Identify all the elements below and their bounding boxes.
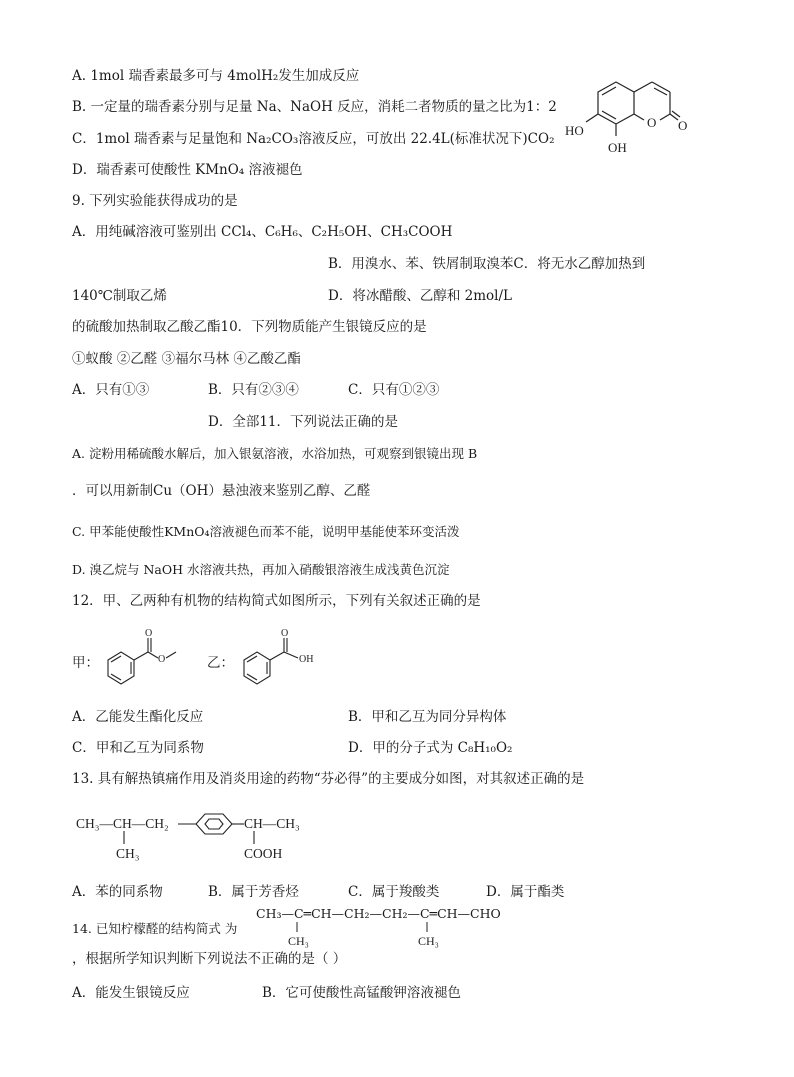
ester-o: O — [158, 654, 166, 665]
ho-label: HO — [565, 123, 584, 138]
ibuprofen-chain-left: CH₃—CH—CH₂ — [76, 816, 169, 831]
carbonyl-o-label: O — [678, 118, 688, 133]
citral-methyl-2: CH₃ — [418, 934, 439, 948]
q10-option-a: A．只有①③ — [72, 382, 150, 398]
q13-option-c: C．属于羧酸类 — [348, 884, 440, 900]
citral-formula: CH₃—C═CH—CH₂—CH₂—C═CH—CHO — [256, 906, 501, 921]
q12-option-a: A．乙能发生酯化反应 — [72, 709, 204, 725]
q13-option-d: D．属于酯类 — [486, 884, 565, 900]
q12-stem: 12．甲、乙两种有机物的结构简式如图所示，下列有关叙述正确的是 — [72, 593, 481, 609]
q14-option-b: B．它可使酸性高锰酸钾溶液褪色 — [262, 985, 461, 1001]
q13-option-b: B．属于芳香烃 — [208, 884, 299, 900]
q13-stem: 13. 具有解热镇痛作用及消炎用途的药物“芬必得”的主要成分如图，对其叙述正确的是 — [72, 771, 585, 787]
q9-option-bc: B．用溴水、苯、铁屑制取溴苯C．将无水乙醇加热到 — [328, 256, 646, 272]
citral-methyl-1: CH₃ — [288, 934, 309, 948]
q9-option-d-cont: 的硫酸加热制取乙酸乙酯10．下列物质能产生银镜反应的是 — [72, 319, 427, 335]
q12-option-d: D．甲的分子式为 C₈H₁₀O₂ — [348, 740, 513, 756]
q10-option-c: C．只有①②③ — [348, 382, 440, 398]
q8-option-d: D．瑞香素可使酸性 KMnO₄ 溶液褪色 — [72, 162, 303, 178]
q8-option-b: B. 一定量的瑞香素分别与足量 Na、NaOH 反应，消耗二者物质的量之比为1：2 — [72, 99, 557, 115]
q13-option-a: A．苯的同系物 — [72, 884, 163, 900]
q11-option-a: A. 淀粉用稀硫酸水解后，加入银氨溶液，水浴加热，可观察到银镜出现 B — [72, 446, 478, 461]
acid-oh: OH — [299, 654, 314, 665]
ibuprofen-structure — [72, 800, 322, 870]
q10-items: ①蚁酸 ②乙醛 ③福尔马林 ④乙酸乙酯 — [72, 351, 301, 367]
q14-option-a: A．能发生银镜反应 — [72, 985, 190, 1001]
q8-option-c: C．1mol 瑞香素与足量饱和 Na₂CO₃溶液反应，可放出 22.4L(标准状况下)CO₂ — [72, 131, 555, 147]
q9-option-d: D．将冰醋酸、乙醇和 2mol/L — [328, 288, 512, 304]
oh-label: OH — [608, 140, 627, 155]
q11-option-b: ．可以用新制Cu（OH）悬浊液来鉴别乙醇、乙醛 — [72, 483, 371, 499]
q12-option-b: B．甲和乙互为同分异构体 — [348, 709, 507, 725]
q9-option-c-cont: 140℃制取乙烯 — [72, 288, 167, 304]
q14-stem-1: 14. 已知柠檬醛的结构简式 为 — [72, 921, 238, 936]
q10-option-d: D．全部11．下列说法正确的是 — [208, 414, 399, 430]
ibuprofen-branch-methyl: CH₃ — [116, 846, 140, 861]
acid-carbonyl-o: O — [281, 628, 289, 639]
q8-option-a: A. 1mol 瑞香素最多可与 4molH₂发生加成反应 — [72, 68, 360, 84]
daphnetin-structure — [556, 80, 706, 160]
citral-branches — [256, 920, 496, 950]
q10-option-b: B．只有②③④ — [208, 382, 299, 398]
jia-label: 甲： — [72, 655, 99, 671]
yi-label: 乙： — [207, 655, 234, 671]
q11-option-d: D. 溴乙烷与 NaOH 水溶液共热，再加入硝酸银溶液生成浅黄色沉淀 — [72, 562, 450, 577]
benzoic-acid-structure — [236, 624, 331, 694]
q12-option-c: C．甲和乙互为同系物 — [72, 740, 204, 756]
q14-stem-2: ，根据所学知识判断下列说法不正确的是（ ） — [72, 951, 347, 967]
q9-stem: 9. 下列实验能获得成功的是 — [72, 193, 238, 209]
ring-o-label: O — [647, 115, 657, 130]
q11-option-c: C. 甲苯能使酸性KMnO₄溶液褪色而苯不能，说明甲基能使苯环变活泼 — [72, 524, 460, 539]
methyl-benzoate-structure — [100, 624, 195, 694]
q9-option-a: A．用纯碱溶液可鉴别出 CCl₄、C₆H₆、C₂H₅OH、CH₃COOH — [72, 224, 453, 240]
ester-carbonyl-o: O — [145, 628, 153, 639]
ibuprofen-chain-right: CH—CH₃ — [244, 816, 300, 831]
ibuprofen-cooh: COOH — [244, 846, 283, 861]
